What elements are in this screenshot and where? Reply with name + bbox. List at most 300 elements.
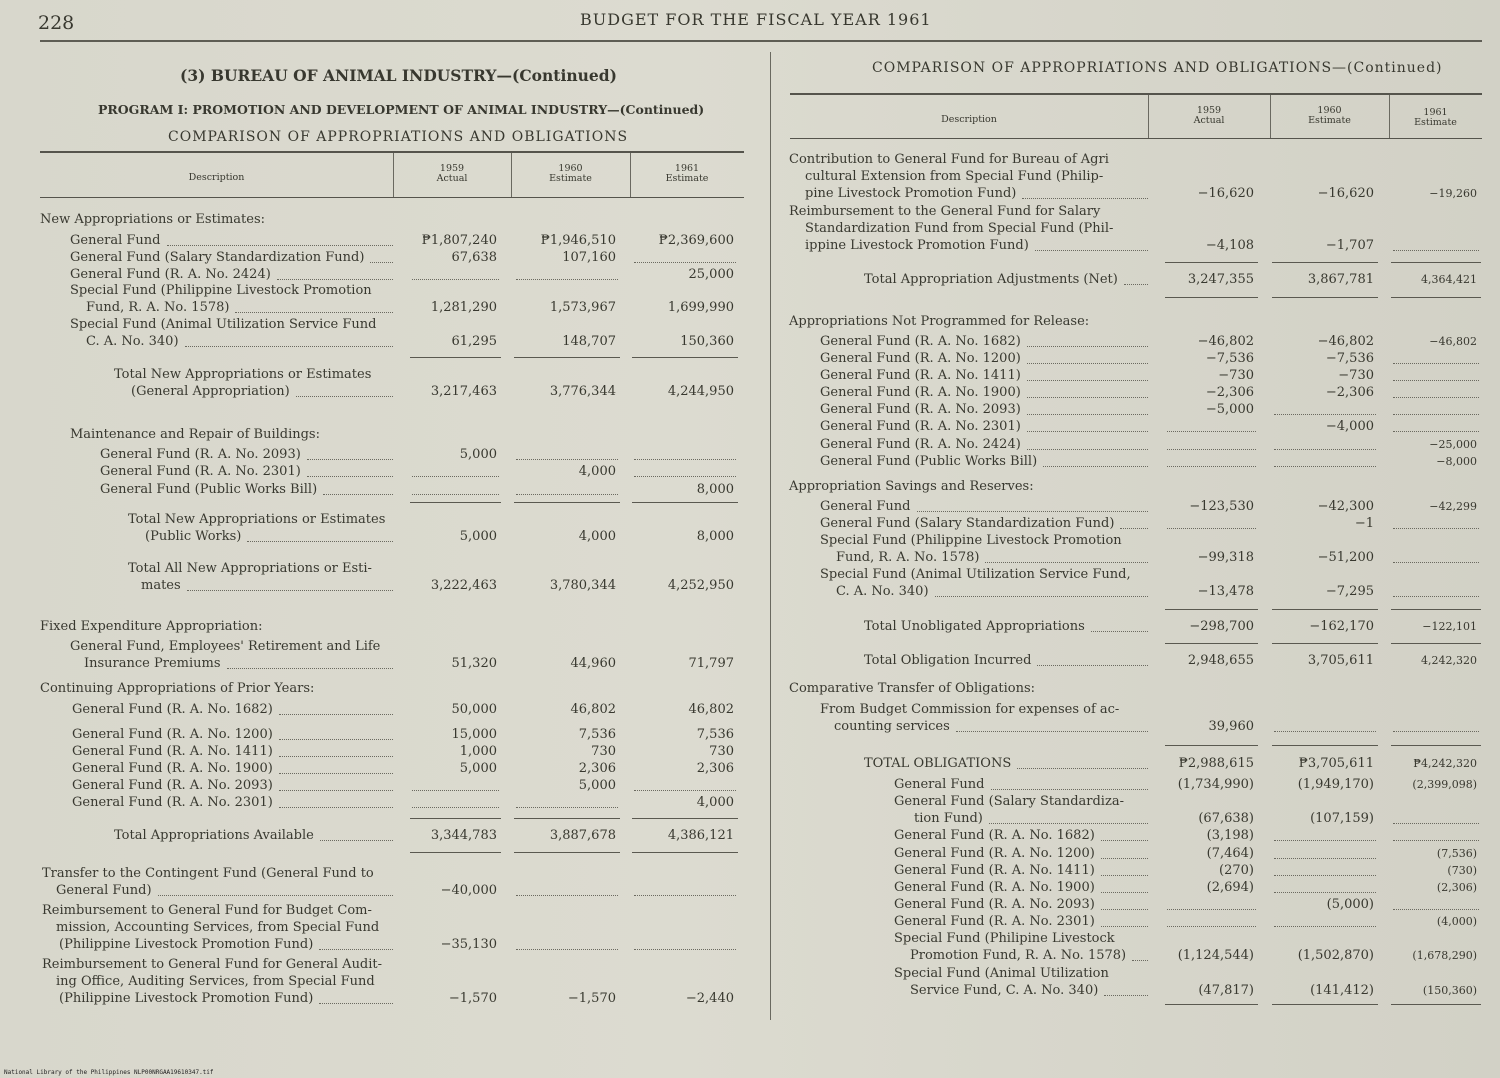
left-value-1961: 25,000 [688,267,734,282]
right-total-rule [1391,643,1481,644]
left-col-1959-year: 1959 [439,163,465,174]
right-value-1961: (730) [1447,864,1477,877]
right-leader-dots [1027,414,1148,415]
left-comparison-title: COMPARISON OF APPROPRIATIONS AND OBLIGATIONS [168,129,629,145]
right-row-label: Special Fund (Philippine Livestock Promotion [820,533,1122,548]
left-value-1959: 15,000 [451,727,497,742]
left-empty-cell [634,895,736,896]
left-value-1959: −40,000 [440,883,497,898]
left-row-label: mission, Accounting Services, from Special Fund [56,920,380,935]
right-leader-dots [935,596,1148,597]
right-row-label: C. A. No. 340) [836,584,929,599]
right-empty-cell [1274,840,1376,841]
left-empty-cell [634,459,736,460]
right-empty-cell [1393,363,1479,364]
left-total-rule [514,357,620,358]
right-value-1960: −1,707 [1325,238,1374,253]
left-row-label: General Fund) [56,883,152,898]
right-row-label: General Fund (R. A. No. 2093) [820,402,1021,417]
right-value-1961: −25,000 [1429,438,1477,451]
right-total-rule [1391,609,1481,610]
right-empty-cell [1393,562,1479,563]
running-title: BUDGET FOR THE FISCAL YEAR 1961 [580,10,932,29]
right-row-label: cultural Extension from Special Fund (Philip- [805,169,1104,184]
left-value-1959: 5,000 [459,529,497,544]
left-row-label: New Appropriations or Estimates: [40,212,265,227]
left-total-rule [410,818,501,819]
left-total-rule [632,502,738,503]
right-leader-dots [1022,198,1148,199]
right-row-label: General Fund (Public Works Bill) [820,454,1038,469]
right-col-description: Description [941,114,997,125]
left-empty-cell [634,949,736,950]
left-value-1959: 1,000 [459,744,497,759]
left-row-label: Special Fund (Philippine Livestock Promotion [70,283,372,298]
left-total-rule [410,852,501,853]
left-leader-dots [307,476,393,477]
left-col-1961-year: 1961 [674,163,700,174]
left-value-1960: 148,707 [562,334,616,349]
left-row-label: Fixed Expenditure Appropriation: [40,619,263,634]
left-value-1960: ₱1,946,510 [540,233,616,248]
left-value-1961: 730 [709,744,734,759]
right-value-1961: (7,536) [1436,847,1477,860]
left-value-1960: −1,570 [567,991,616,1006]
left-row-label: Fund, R. A. No. 1578) [86,300,230,315]
right-empty-cell [1393,528,1479,529]
left-value-1959: 51,320 [451,656,497,671]
right-empty-cell [1393,397,1479,398]
left-empty-cell [516,494,618,495]
left-row-label: General Fund [70,233,161,248]
left-value-1959: −1,570 [448,991,497,1006]
right-row-label: General Fund (R. A. No. 1900) [894,880,1095,895]
left-leader-dots [279,714,393,715]
page-number: 228 [38,12,75,34]
right-row-label: General Fund (R. A. No. 1411) [820,368,1021,383]
left-row-label: Total New Appropriations or Estimates [128,512,386,527]
left-value-1960: 4,000 [578,529,616,544]
left-value-1960: 46,802 [570,702,616,717]
left-value-1961: 4,386,121 [667,828,734,843]
left-row-label: Reimbursement to General Fund for General Audit- [42,957,383,972]
left-value-1959: 61,295 [451,334,497,349]
left-empty-cell [412,476,499,477]
bureau-title: (3) BUREAU OF ANIMAL INDUSTRY—(Continued) [180,66,617,85]
left-row-label: General Fund (R. A. No. 2093) [100,447,301,462]
right-value-1960: −162,170 [1309,619,1374,634]
column-divider [770,52,771,1020]
left-row-label: Total Appropriations Available [114,828,314,843]
left-row-label: General Fund (R. A. No. 1200) [72,727,273,742]
right-value-1960: (107,159) [1310,811,1374,826]
right-leader-dots [1120,528,1148,529]
right-value-1961: −19,260 [1429,187,1477,200]
left-row-label: mates [141,578,181,593]
left-row-label: General Fund (R. A. No. 1900) [72,761,273,776]
right-leader-dots [1037,665,1148,666]
left-empty-cell [516,949,618,950]
right-value-1959: 3,247,355 [1187,272,1254,287]
left-empty-cell [412,494,499,495]
program-title: PROGRAM I: PROMOTION AND DEVELOPMENT OF ANIMAL INDUSTRY—(Continued) [98,102,705,117]
left-leader-dots [279,756,393,757]
left-leader-dots [277,279,393,280]
right-value-1960: −42,300 [1317,499,1374,514]
right-value-1959: −7,536 [1205,351,1254,366]
right-value-1960: −16,620 [1317,186,1374,201]
right-value-1960: −1 [1354,516,1374,531]
left-row-label: (Philippine Livestock Promotion Fund) [59,937,314,952]
left-col-1960-year: 1960 [558,163,583,174]
right-empty-cell [1393,909,1479,910]
right-value-1961: ₱4,242,320 [1413,757,1477,770]
right-row-label: Fund, R. A. No. 1578) [836,550,980,565]
right-value-1960: −730 [1338,368,1374,383]
right-row-label: counting services [834,719,950,734]
left-total-rule [514,852,620,853]
left-row-label: Continuing Appropriations of Prior Years: [40,681,315,696]
left-empty-cell [516,807,618,808]
right-empty-cell [1167,449,1256,450]
right-empty-cell [1167,466,1256,467]
right-total-rule [1391,1004,1481,1005]
right-empty-cell [1393,380,1479,381]
left-row-label: General Fund (R. A. No. 2093) [72,778,273,793]
right-row-label: Total Obligation Incurred [864,653,1032,668]
right-row-label: General Fund (R. A. No. 1682) [820,334,1021,349]
right-value-1960: −2,306 [1325,385,1374,400]
left-row-label: Special Fund (Animal Utilization Service Fund [70,317,377,332]
right-value-1959: (47,817) [1198,983,1254,998]
left-value-1961: 150,360 [680,334,734,349]
left-value-1960: 107,160 [562,250,616,265]
right-total-rule [1272,643,1378,644]
right-leader-dots [1027,363,1148,364]
right-value-1960: (5,000) [1326,897,1374,912]
left-leader-dots [187,590,393,591]
left-value-1959: 67,638 [451,250,497,265]
right-col-1961-label: Estimate [1414,117,1457,128]
left-value-1961: 4,000 [696,795,734,810]
right-value-1960: −7,536 [1325,351,1374,366]
left-value-1960: 7,536 [578,727,616,742]
right-total-rule [1165,262,1258,263]
right-value-1961: −42,299 [1429,500,1477,513]
right-value-1960: (1,949,170) [1297,777,1374,792]
left-row-label: General Fund (Public Works Bill) [100,482,318,497]
right-row-label: Total Unobligated Appropriations [864,619,1085,634]
right-total-rule [1391,745,1481,746]
left-row-label: General Fund (R. A. No. 2301) [100,464,301,479]
left-empty-cell [634,790,736,791]
left-total-rule [410,357,501,358]
right-value-1961: −46,802 [1429,335,1477,348]
left-value-1960: 44,960 [570,656,616,671]
right-leader-dots [989,823,1148,824]
left-empty-cell [516,459,618,460]
right-value-1959: (3,198) [1206,828,1254,843]
right-leader-dots [917,511,1148,512]
right-leader-dots [1027,431,1148,432]
right-value-1959: (270) [1219,863,1254,878]
left-empty-cell [634,476,736,477]
left-row-label: General Fund (R. A. No. 2424) [70,267,271,282]
right-leader-dots [1043,466,1148,467]
left-row-label: General Fund, Employees' Retirement and Life [70,639,381,654]
left-col-1960-label: Estimate [549,173,592,184]
left-value-1961: 1,699,990 [667,300,734,315]
right-col-1960-label: Estimate [1308,115,1351,126]
left-leader-dots [227,668,393,669]
right-leader-dots [1101,909,1148,910]
left-leader-dots [247,541,393,542]
left-row-label: Reimbursement to General Fund for Budget Com- [42,903,372,918]
left-empty-cell [516,895,618,896]
top-rule [40,40,1482,42]
right-empty-cell [1393,431,1479,432]
right-value-1959: −13,478 [1197,584,1254,599]
left-leader-dots [323,494,393,495]
right-row-label: General Fund (R. A. No. 2301) [820,419,1021,434]
left-value-1961: 7,536 [696,727,734,742]
left-empty-cell [412,279,499,280]
right-total-rule [1165,609,1258,610]
right-total-rule [1272,609,1378,610]
left-value-1959: 50,000 [451,702,497,717]
left-empty-cell [516,279,618,280]
right-value-1959: −123,530 [1189,499,1254,514]
left-col-description: Description [188,172,245,183]
left-row-label: General Fund (R. A. No. 1411) [72,744,273,759]
left-col-1961-label: Estimate [665,173,709,184]
right-value-1960: (1,502,870) [1297,948,1374,963]
left-value-1961: 71,797 [688,656,734,671]
right-col-1959-label: Actual [1193,115,1225,126]
right-value-1961: 4,242,320 [1421,654,1477,667]
left-row-label: Maintenance and Repair of Buildings: [70,427,320,442]
right-leader-dots [1017,768,1148,769]
right-value-1959: −16,620 [1197,186,1254,201]
left-total-rule [632,852,738,853]
right-value-1961: (4,000) [1436,915,1477,928]
left-value-1960: 3,887,678 [549,828,616,843]
right-row-label: General Fund (R. A. No. 1900) [820,385,1021,400]
right-empty-cell [1167,909,1256,910]
right-row-label: From Budget Commission for expenses of ac- [820,702,1120,717]
right-leader-dots [1027,346,1148,347]
left-value-1960: 4,000 [578,464,616,479]
right-leader-dots [1027,397,1148,398]
right-row-label: Service Fund, C. A. No. 340) [910,983,1099,998]
right-total-rule [1165,643,1258,644]
left-row-label: ing Office, Auditing Services, from Special Fund [56,974,375,989]
right-row-label: General Fund (Salary Standardiza- [894,794,1124,809]
left-row-label: Total New Appropriations or Estimates [114,367,372,382]
left-row-label: C. A. No. 340) [86,334,179,349]
right-row-label: General Fund (R. A. No. 1200) [820,351,1021,366]
right-comparison-title: COMPARISON OF APPROPRIATIONS AND OBLIGATIONS—(Continued) [872,60,1443,76]
right-total-rule [1391,262,1481,263]
left-value-1959: 5,000 [459,447,497,462]
right-leader-dots [956,731,1148,732]
right-value-1961: −122,101 [1422,620,1477,633]
right-value-1959: −46,802 [1197,334,1254,349]
right-leader-dots [1027,449,1148,450]
right-total-rule [1272,745,1378,746]
right-empty-cell [1393,250,1479,251]
right-empty-cell [1167,528,1256,529]
left-value-1959: 3,217,463 [430,384,497,399]
right-value-1959: (7,464) [1206,846,1254,861]
right-row-label: General Fund (R. A. No. 1682) [894,828,1095,843]
right-leader-dots [1027,380,1148,381]
left-total-rule [632,818,738,819]
right-row-label: Special Fund (Philipine Livestock [894,931,1115,946]
right-row-label: Standardization Fund from Special Fund (Phil- [805,221,1114,236]
left-value-1961: ₱2,369,600 [658,233,734,248]
right-row-label: General Fund [894,777,985,792]
right-total-rule [1272,262,1378,263]
left-leader-dots [279,739,393,740]
left-value-1959: 3,344,783 [430,828,497,843]
right-row-label: Appropriation Savings and Reserves: [789,479,1034,494]
right-row-label: Promotion Fund, R. A. No. 1578) [910,948,1127,963]
right-total-rule [1165,1004,1258,1005]
left-leader-dots [235,312,393,313]
left-total-rule [514,502,620,503]
right-empty-cell [1167,926,1256,927]
right-value-1959: −5,000 [1205,402,1254,417]
right-row-label: Contribution to General Fund for Bureau of Agri [789,152,1109,167]
right-empty-cell [1167,431,1256,432]
left-empty-cell [412,807,499,808]
right-row-label: Special Fund (Animal Utilization [894,966,1109,981]
right-value-1959: −99,318 [1197,550,1254,565]
left-value-1960: 3,780,344 [549,578,616,593]
right-leader-dots [985,562,1148,563]
left-value-1961: 4,244,950 [667,384,734,399]
right-empty-cell [1274,414,1376,415]
left-leader-dots [185,346,393,347]
right-row-label: General Fund (R. A. No. 2093) [894,897,1095,912]
right-col-1961-year: 1961 [1423,107,1448,118]
right-row-label: General Fund (R. A. No. 1411) [894,863,1095,878]
left-leader-dots [167,245,393,246]
right-total-rule [1165,297,1258,298]
right-empty-cell [1393,823,1479,824]
left-row-label: (General Appropriation) [131,384,290,399]
left-leader-dots [158,895,393,896]
right-col-1960-year: 1960 [1317,105,1342,116]
right-value-1961: (150,360) [1422,984,1477,997]
right-empty-cell [1393,596,1479,597]
left-leader-dots [279,807,393,808]
right-value-1960: −4,000 [1325,419,1374,434]
left-value-1961: −2,440 [685,991,734,1006]
left-value-1960: 1,573,967 [549,300,616,315]
right-row-label: Appropriations Not Programmed for Release: [789,314,1090,329]
left-value-1960: 3,776,344 [549,384,616,399]
left-value-1959: ₱1,807,240 [421,233,497,248]
right-empty-cell [1274,731,1376,732]
left-value-1959: 3,222,463 [430,578,497,593]
right-row-label: General Fund [820,499,911,514]
right-value-1960: −51,200 [1317,550,1374,565]
right-value-1959: −730 [1218,368,1254,383]
right-value-1959: (1,734,990) [1177,777,1254,792]
left-value-1960: 5,000 [578,778,616,793]
right-row-label: tion Fund) [914,811,983,826]
right-value-1961: −8,000 [1436,455,1477,468]
right-value-1961: (2,306) [1436,881,1477,894]
right-total-rule [1272,297,1378,298]
right-total-rule [1272,1004,1378,1005]
right-value-1959: ₱2,988,615 [1178,756,1254,771]
left-row-label: General Fund (R. A. No. 2301) [72,795,273,810]
right-leader-dots [991,789,1148,790]
right-row-label: pine Livestock Promotion Fund) [805,186,1017,201]
left-total-rule [514,818,620,819]
left-col-1959-label: Actual [436,173,468,184]
right-value-1959: (67,638) [1198,811,1254,826]
left-value-1960: 730 [591,744,616,759]
left-value-1961: 4,252,950 [667,578,734,593]
left-leader-dots [279,773,393,774]
right-total-rule [1391,297,1481,298]
right-empty-cell [1393,414,1479,415]
left-row-label: General Fund (R. A. No. 1682) [72,702,273,717]
right-value-1960: (141,412) [1310,983,1374,998]
left-value-1959: 5,000 [459,761,497,776]
right-value-1960: −7,295 [1325,584,1374,599]
right-row-label: ippine Livestock Promotion Fund) [805,238,1029,253]
right-value-1960: −46,802 [1317,334,1374,349]
right-empty-cell [1393,840,1479,841]
right-value-1959: −2,306 [1205,385,1254,400]
right-row-label: General Fund (Salary Standardization Fund) [820,516,1115,531]
right-value-1959: −298,700 [1189,619,1254,634]
left-value-1960: 2,306 [578,761,616,776]
right-col-1959-year: 1959 [1196,105,1222,116]
right-leader-dots [1035,250,1148,251]
right-value-1960: 3,705,611 [1307,653,1374,668]
left-row-label: (Philippine Livestock Promotion Fund) [59,991,314,1006]
left-total-rule [632,357,738,358]
left-empty-cell [412,790,499,791]
right-value-1961: (1,678,290) [1412,949,1477,962]
right-value-1959: 2,948,655 [1187,653,1254,668]
left-value-1961: 8,000 [696,482,734,497]
right-row-label: TOTAL OBLIGATIONS [864,756,1012,771]
right-row-label: General Fund (R. A. No. 1200) [894,846,1095,861]
left-total-rule [410,502,501,503]
left-row-label: Total All New Appropriations or Esti- [128,561,372,576]
left-row-label: Transfer to the Contingent Fund (General Fund to [42,866,374,881]
left-value-1961: 2,306 [696,761,734,776]
left-value-1959: −35,130 [440,937,497,952]
right-row-label: Comparative Transfer of Obligations: [789,681,1035,696]
left-leader-dots [279,790,393,791]
right-value-1959: (2,694) [1206,880,1254,895]
right-leader-dots [1101,926,1148,927]
right-value-1959: −4,108 [1205,238,1254,253]
scan-footer: National Library of the Philippines NLP00NRGAA19610347.tif [4,1069,214,1076]
right-empty-cell [1393,731,1479,732]
right-row-label: Reimbursement to the General Fund for Salary [789,204,1101,219]
right-value-1959: (1,124,544) [1177,948,1254,963]
right-value-1960: 3,867,781 [1307,272,1374,287]
